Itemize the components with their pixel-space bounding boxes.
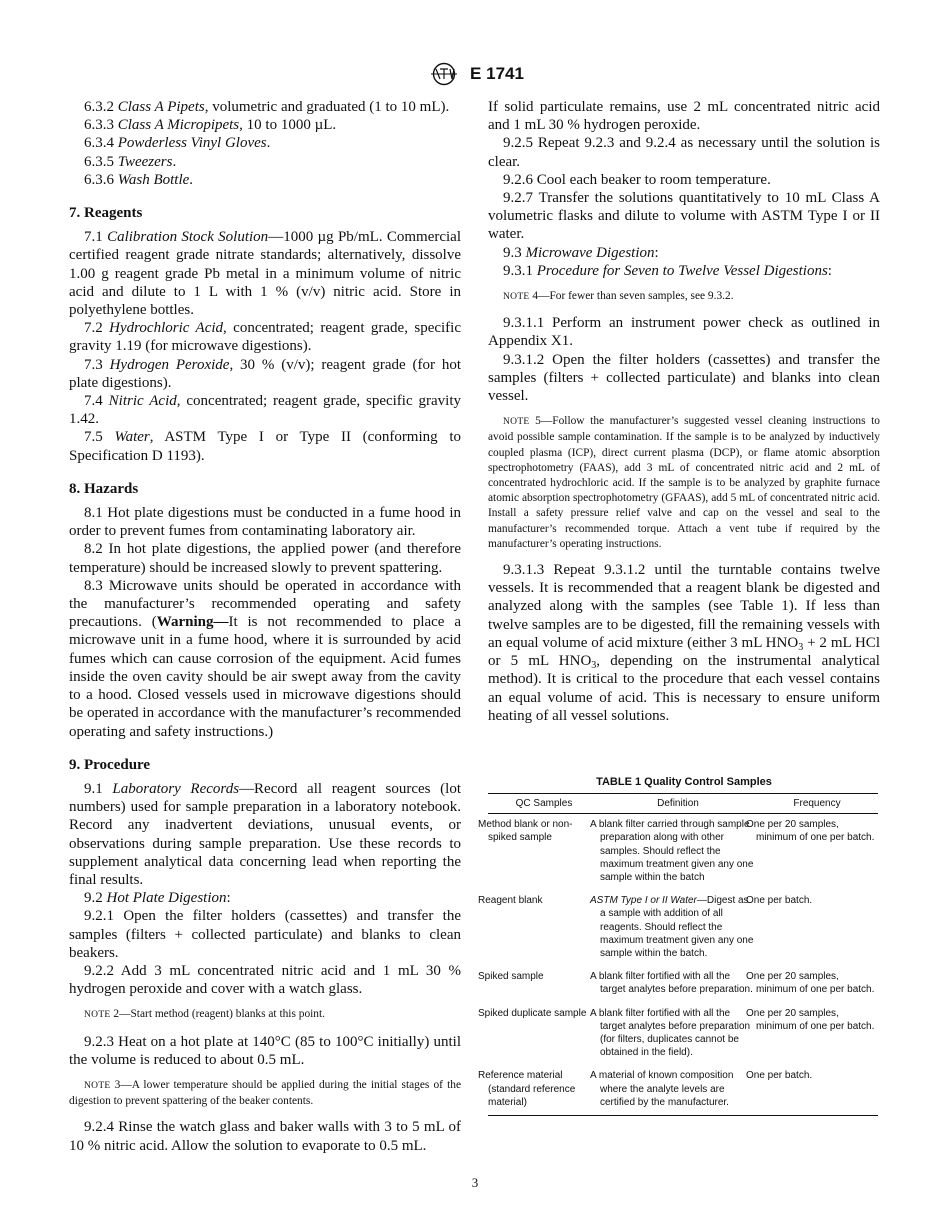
page-number: 3 (471, 1175, 479, 1190)
column-header: Frequency (756, 794, 878, 814)
table-header-row (488, 794, 878, 814)
section-8-3: 8.3 Microwave units should be operated in accordance with the manufacturer’s recommended operating and safety precautions. (Warning—It is not recommended to place a microwave unit in a fume hood, where it is surrounded by acid fumes which can cause corrosion of the equipment. Acid fumes inside the oven cavity should be air swept away from the cavity to a hood. Closed vessels used in microwave digestions should be operated in accordance with the manufacturer’s recommended operating and safety instructions.) (69, 577, 461, 740)
section-9-3-1-3: 9.3.1.3 Repeat 9.3.1.2 until the turntable contains twelve vessels. It is recommended that a reagent blank be digested and analyzed along with the samples (see Table 1). If less than twelve samples are to be digested, fill the remaining vessels with an equal volume of acid mixture (either 3 mL $HNO_3 + 2$ mL HCl or 5 mL $HNO_3$, depending on the instrumental analytical method). It is critical to the procedure that each vessel contains an equal volume of acid. This is necessary to ensure uniform heating of all vessel solutions. (488, 562, 880, 724)
note-5: NOTE 5—Follow the manufacturer’s suggested vessel cleaning instructions to avoid possible sample contamination. If the sample is to be analyzed by inductively coupled plasma (ICP), direct current plasma (DCP), or flame atomic absorption spectrophotometry (FAAS), add 3 mL of concentrated nitric acid and 2 mL of concentrated hydrochloric acid. If the sample is to be analyzed by graphite furnace atomic absorption spectrophotometry (GFAAS), add 5 mL of concentrated nitric acid. Install a safety pressure relief valve and cap on the vessel and seal to the manufacturer’s recommended torque. Attach a vent tube if required by the manufacturer’s operating instructions. (488, 415, 880, 550)
section-9-3-1: 9.3.1 Procedure for Seven to Twelve Vessel Digestions: (503, 262, 832, 279)
definition-cell: ASTM Type I or II Water—Digest as a sample with addition of all reagents. Should reflect the maximum treatment given any one sample within the batch. (590, 895, 754, 960)
section-9-2-1: 9.2.1 Open the filter holders (cassettes) and transfer the samples (filters + collected particulate) and blanks to clean beakers. (69, 908, 461, 961)
table-row (488, 966, 878, 1002)
section-9-2-6: 9.2.6 Cool each beaker to room temperature. (503, 171, 771, 188)
heading-reagents: 7. Reagents (69, 205, 143, 222)
table-title: TABLE 1 Quality Control Samples (596, 776, 772, 788)
section-6-3-4: 6.3.4 Powderless Vinyl Gloves. (84, 135, 271, 152)
note-4: NOTE 4—For fewer than seven samples, see 9.3.2. (503, 290, 734, 303)
qc-sample-cell: Spiked sample (478, 971, 544, 983)
section-9-3-1-1: 9.3.1.1 Perform an instrument power check as outlined in Appendix X1. (488, 315, 880, 350)
qc-sample-cell: Reagent blank (478, 895, 543, 907)
section-7-2: 7.2 Hydrochloric Acid, concentrated; reagent grade, specific gravity 1.19 (for microwave digestions). (69, 320, 461, 355)
table-row (488, 1003, 878, 1066)
frequency-cell: One per 20 samples, minimum of one per batch. (746, 971, 875, 996)
section-9-2-4: 9.2.4 Rinse the watch glass and baker walls with 3 to 5 mL of 10 % nitric acid. Allow the solution to evaporate to 0.5 mL. (69, 1119, 461, 1154)
section-9-1: 9.1 Laboratory Records—Record all reagent sources (lot numbers) used for sample preparation in a laboratory notebook. Record any inadvertent deviations, unusual events, or observations during sample preparation. Use these records to supplement analytical data concerning lead when reporting the final results. (69, 780, 461, 888)
definition-cell: A blank filter carried through sample preparation along with other samples. Should reflect the maximum treatment given any one sample within the batch (590, 819, 754, 884)
section-9-2-3: 9.2.3 Heat on a hot plate at 140°C (85 to 100°C initially) until the volume is reduced to about 0.5 mL. (69, 1033, 461, 1068)
note-3: NOTE 3—A lower temperature should be applied during the initial stages of the digestion to prevent spattering of the beaker contents. (69, 1078, 461, 1108)
frequency-cell: One per batch. (756, 1065, 878, 1115)
quality-control-table (478, 793, 878, 1116)
page-header (0, 62, 950, 86)
section-6-3-5: 6.3.5 Tweezers. (84, 153, 177, 170)
section-6-3-6: 6.3.6 Wash Bottle. (84, 171, 194, 188)
table-row (488, 814, 878, 891)
section-6-3-2: 6.3.2 Class A Pipets, volumetric and graduated (1 to 10 mL). (84, 99, 450, 115)
heading-hazards: 8. Hazards (69, 480, 139, 497)
frequency-cell: One per 20 samples, minimum of one per batch. (746, 819, 875, 844)
frequency-cell: One per 20 samples, minimum of one per batch. (746, 1007, 875, 1032)
section-9-2-7: 9.2.7 Transfer the solutions quantitatively to 10 mL Class A volumetric flasks and dilute to volume with ASTM Type I or II water. (488, 190, 880, 243)
qc-sample-cell: Spiked duplicate sample (478, 1007, 587, 1019)
column-header: Definition (600, 794, 756, 814)
section-8-1: 8.1 Hot plate digestions must be conducted in a fume hood in order to prevent fumes from contaminating laboratory air. (69, 505, 461, 540)
heading-procedure: 9. Procedure (69, 756, 151, 773)
table-row (488, 1065, 878, 1115)
astm-logo-icon (426, 62, 462, 86)
definition-cell: A blank filter fortified with all the target analytes before preparation (for filters, duplicates cannot be obtained in the field). (590, 1007, 751, 1059)
column-header: QC Samples (488, 794, 600, 814)
definition-cell: A material of known composition where the analyte levels are certified by the manufacturer. (600, 1065, 756, 1115)
section-9-2: 9.2 Hot Plate Digestion: (84, 890, 231, 907)
qc-sample-cell: Method blank or non-spiked sample (478, 819, 573, 844)
section-7-5: 7.5 Water, ASTM Type I or Type II (conforming to Specification D 1193). (69, 429, 462, 464)
section-7-3: 7.3 Hydrogen Peroxide, 30 % (v/v); reagent grade (for hot plate digestions). (69, 356, 462, 391)
section-9-2-4-continued: If solid particulate remains, use 2 mL concentrated nitric acid and 1 mL 30 % hydrogen peroxide. (488, 99, 880, 134)
section-6-3-3: 6.3.3 Class A Micropipets, 10 to 1000 µL. (84, 117, 337, 134)
section-7-4: 7.4 Nitric Acid, concentrated; reagent grade, specific gravity 1.42. (69, 393, 461, 428)
section-9-3-1-2: 9.3.1.2 Open the filter holders (cassettes) and transfer the samples (filters + collected particulate) and blanks into clean vessel. (488, 351, 880, 405)
left-column (69, 98, 461, 1155)
section-8-2: 8.2 In hot plate digestions, the applied power (and therefore temperature) should be increased slowly to prevent spattering. (69, 541, 461, 576)
table-row (488, 890, 878, 966)
frequency-cell: One per batch. (746, 895, 813, 907)
section-9-3: 9.3 Microwave Digestion: (503, 244, 659, 261)
section-7-1: 7.1 Calibration Stock Solution—1000 µg Pb/mL. Commercial certified reagent grade nitrate standards; alternatively, dissolve 1.00 g reagent grade Pb metal in a minimum volume of nitric acid and dilute to 1 L with 1 % (v/v) nitric acid. Store in polyethylene bottles. (69, 229, 461, 319)
designation-code: E 1741 (470, 64, 524, 83)
qc-sample-cell: Reference material (standard reference material) (488, 1065, 600, 1115)
section-9-2-2: 9.2.2 Add 3 mL concentrated nitric acid and 1 mL 30 % hydrogen peroxide and cover with a watch glass. (69, 962, 461, 998)
right-column (488, 98, 880, 725)
definition-cell: A blank filter fortified with all the target analytes before preparation. (590, 971, 753, 996)
note-2: NOTE 2—Start method (reagent) blanks at this point. (84, 1008, 326, 1021)
section-9-2-5: 9.2.5 Repeat 9.2.3 and 9.2.4 as necessary until the solution is clear. (488, 135, 880, 170)
